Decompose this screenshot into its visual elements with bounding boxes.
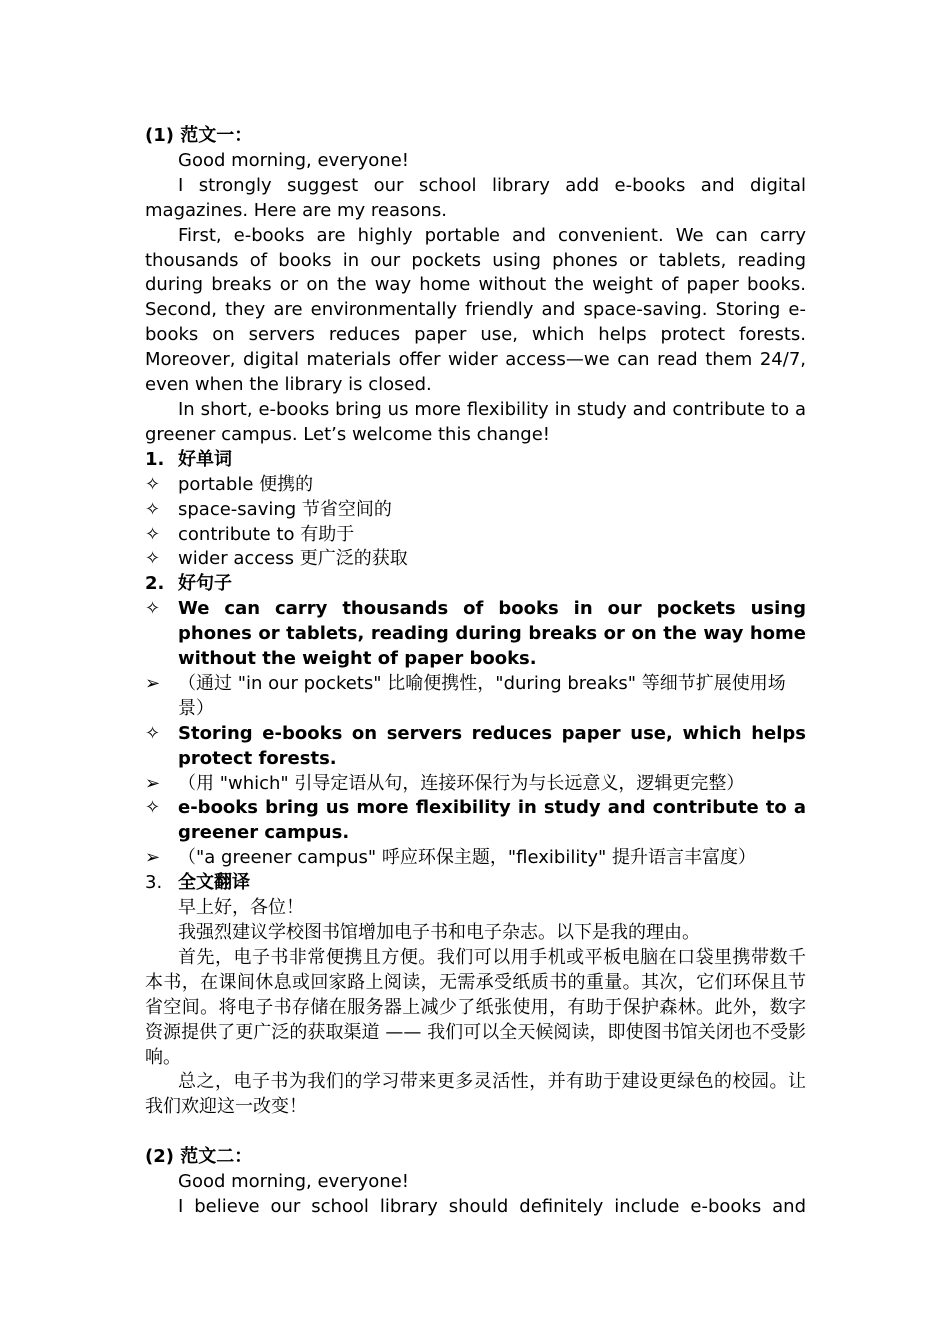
sentence-text: e-books bring us more flexibility in study and contribute to a greener campus. — [178, 797, 806, 844]
word-text: space-saving 节省空间的 — [178, 498, 392, 520]
spacer — [145, 1120, 806, 1145]
section-number: 3. — [145, 872, 163, 894]
translation-greeting: 早上好，各位！ — [178, 897, 304, 919]
essay2-greeting: Good morning, everyone! — [178, 1171, 410, 1193]
sentence-note — [145, 772, 806, 797]
note-text: （用 "which" 引导定语从句，连接环保行为与长远意义，逻辑更完整） — [178, 772, 745, 794]
word-item — [145, 547, 806, 572]
sentence-item — [145, 722, 806, 772]
essay2-first-line: I believe our school library should definitely include e-books and — [178, 1195, 806, 1217]
good-words-heading — [145, 448, 806, 473]
section-title: 全文翻译 — [178, 872, 250, 894]
section-number: 2. — [145, 573, 165, 595]
essay1-heading: (1) 范文一： — [145, 125, 253, 146]
star-bullet-icon: ✧ — [145, 523, 161, 545]
essay2-heading: (2) 范文二： — [145, 1146, 253, 1168]
essay1-paragraph-1: I strongly suggest our school library add e-books and digital magazines. Here are my reasons. — [145, 174, 806, 221]
sentence-text: Storing e-books on servers reduces paper use, which helps protect forests. — [178, 722, 806, 769]
sentence-note — [145, 846, 806, 871]
sentence-item — [145, 597, 806, 672]
word-item — [145, 498, 806, 523]
arrow-bullet-icon: ➢ — [145, 772, 161, 794]
good-sentences-heading — [145, 572, 806, 597]
note-text: （通过 "in our pockets" 比喻便携性，"during breaks" 等细节扩展使用场景） — [178, 672, 786, 719]
essay1-greeting: Good morning, everyone! — [178, 149, 410, 171]
essay1-paragraph-3: In short, e-books bring us more flexibility in study and contribute to a greener campus. Let’s welcome this change! — [145, 398, 806, 445]
document-page — [145, 124, 806, 1220]
sentence-text: We can carry thousands of books in our pockets using phones or tablets, reading during breaks or on the way home without the weight of paper books. — [178, 598, 806, 670]
star-bullet-icon: ✧ — [145, 473, 161, 495]
word-text: wider access 更广泛的获取 — [178, 548, 408, 570]
section-title: 好单词 — [178, 448, 232, 470]
essay1-paragraph-2: First, e-books are highly portable and convenient. We can carry thousands of books in our pockets using phones or tablets, reading during breaks or on the way home without the weight of paper books. Second, they are environmentally friendly and space-saving. Storing e-books on servers reduces paper use, which helps protect forests. Moreover, digital materials offer wider access—we can read them 24/7, even when the library is closed. — [145, 224, 806, 396]
sentence-note — [145, 672, 806, 722]
translation-paragraph-1: 我强烈建议学校图书馆增加电子书和电子杂志。以下是我的理由。 — [178, 922, 700, 943]
section-number: 1. — [145, 448, 165, 470]
section-title: 好句子 — [178, 573, 232, 595]
arrow-bullet-icon: ➢ — [145, 847, 161, 869]
star-bullet-icon: ✧ — [145, 598, 161, 620]
arrow-bullet-icon: ➢ — [145, 672, 161, 694]
word-item — [145, 523, 806, 548]
star-bullet-icon: ✧ — [145, 498, 161, 520]
word-item — [145, 473, 806, 498]
translation-heading — [145, 871, 806, 896]
translation-paragraph-2: 首先，电子书非常便携且方便。我们可以用手机或平板电脑在口袋里携带数千本书，在课间休息或回家路上阅读，无需承受纸质书的重量。其次，它们环保且节省空间。将电子书存储在服务器上减少了纸张使用，有助于保护森林。此外，数字资源提供了更广泛的获取渠道 —— 我们可以全天候阅读，即使图书馆关闭也不受影响。 — [145, 946, 806, 1068]
star-bullet-icon: ✧ — [145, 722, 161, 744]
sentence-item — [145, 796, 806, 846]
star-bullet-icon: ✧ — [145, 548, 161, 570]
translation-paragraph-3: 总之，电子书为我们的学习带来更多灵活性，并有助于建设更绿色的校园。让我们欢迎这一改变！ — [145, 1071, 806, 1118]
word-text: portable 便携的 — [178, 473, 314, 495]
word-text: contribute to 有助于 — [178, 523, 355, 545]
star-bullet-icon: ✧ — [145, 797, 161, 819]
note-text: （"a greener campus" 呼应环保主题，"flexibility" 提升语言丰富度） — [178, 847, 757, 869]
